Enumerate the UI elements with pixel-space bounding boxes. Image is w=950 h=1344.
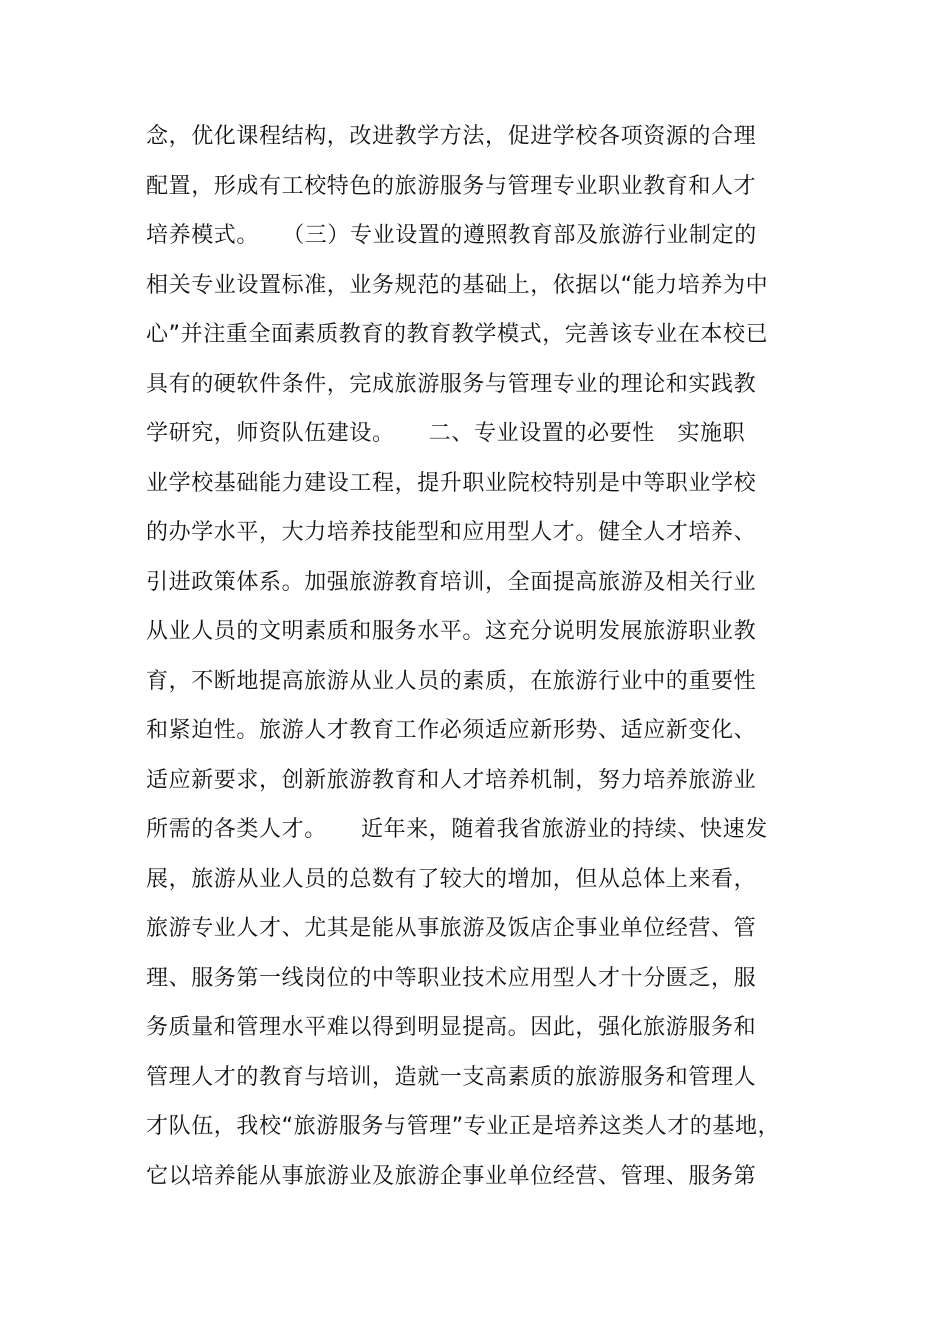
text-line: 管理人才的教育与培训，造就一支高素质的旅游服务和管理人 — [146, 1064, 757, 1090]
text-line: 具有的硬软件条件，完成旅游服务与管理专业的理论和实践教 — [146, 371, 757, 397]
text-line: 所需的各类人才。 近年来，随着我省旅游业的持续、快速发 — [146, 817, 768, 842]
text-line: 育，不断地提高旅游从业人员的素质，在旅游行业中的重要性 — [146, 668, 757, 694]
text-line: 它以培养能从事旅游业及旅游企事业单位经营、管理、服务第 — [146, 1163, 757, 1189]
body-text — [146, 112, 846, 1201]
text-line: 培养模式。 （三）专业设置的遵照教育部及旅游行业制定的 — [146, 223, 757, 248]
text-line: 从业人员的文明素质和服务水平。这充分说明发展旅游职业教 — [146, 619, 757, 644]
text-line: 旅游专业人才、尤其是能从事旅游及饭店企事业单位经营、管 — [146, 916, 757, 941]
text-line: 学研究，师资队伍建设。 二、专业设置的必要性 实施职 — [146, 421, 746, 446]
text-line: 适应新要求，创新旅游教育和人才培养机制，努力培养旅游业 — [146, 767, 757, 793]
text-line: 才队伍，我校“旅游服务与管理”专业正是培养这类人才的基地， — [146, 1114, 781, 1139]
text-line: 念，优化课程结构，改进教学方法，促进学校各项资源的合理 — [146, 124, 757, 149]
text-line: 和紧迫性。旅游人才教育工作必须适应新形势、适应新变化、 — [146, 718, 757, 743]
text-line: 心”并注重全面素质教育的教育教学模式，完善该专业在本校已 — [146, 322, 769, 347]
text-line: 务质量和管理水平难以得到明显提高。因此，强化旅游服务和 — [146, 1015, 757, 1040]
text-line: 相关专业设置标准，业务规范的基础上，依据以“能力培养为中 — [146, 272, 769, 298]
text-line: 业学校基础能力建设工程，提升职业院校特别是中等职业学校 — [146, 470, 757, 496]
text-line: 配置，形成有工校特色的旅游服务与管理专业职业教育和人才 — [146, 173, 757, 199]
text-line: 的办学水平，大力培养技能型和应用型人才。健全人才培养、 — [146, 520, 757, 545]
text-line: 引进政策体系。加强旅游教育培训，全面提高旅游及相关行业 — [146, 569, 757, 595]
text-line: 展，旅游从业人员的总数有了较大的增加，但从总体上来看， — [146, 866, 757, 892]
text-line: 理、服务第一线岗位的中等职业技术应用型人才十分匮乏，服 — [146, 965, 757, 991]
